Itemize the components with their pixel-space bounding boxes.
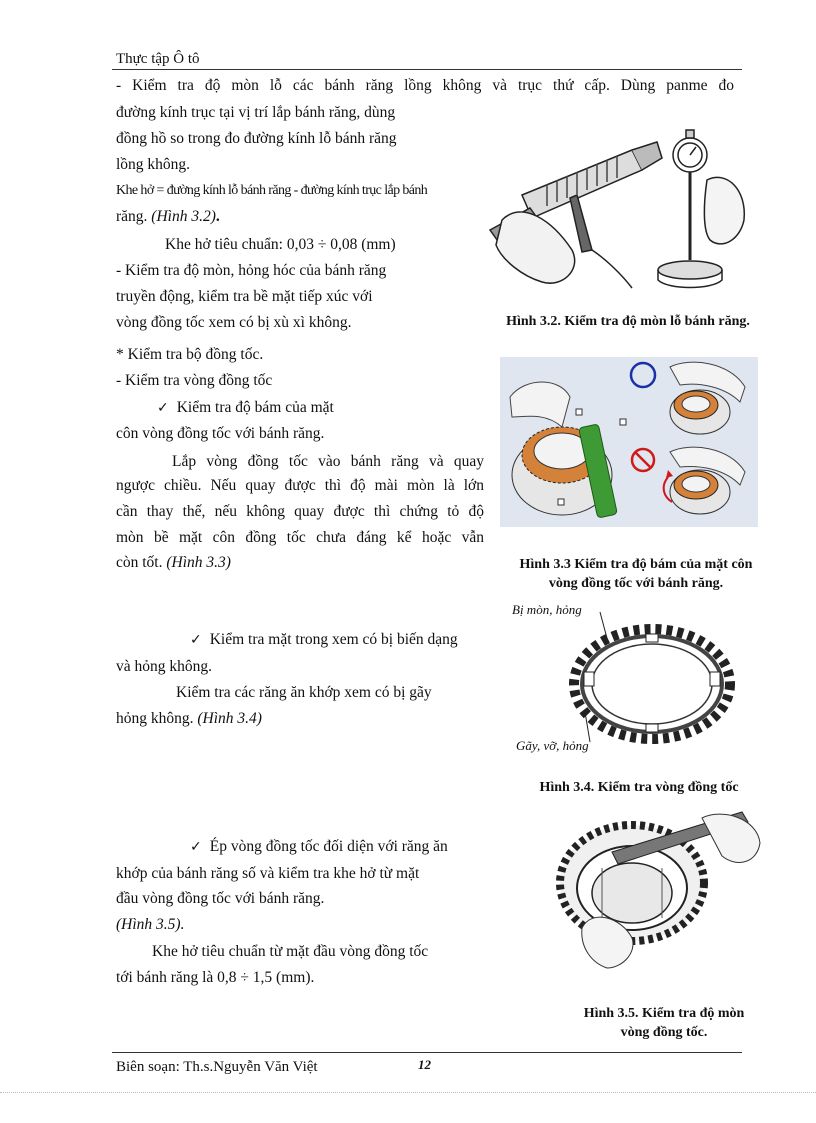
para-wear-check-line3: đồng hồ so trong đo đường kính lỗ bánh răng bbox=[116, 130, 397, 147]
para-clearance-formula: Khe hở = đường kính lỗ bánh răng - đường kính trục lắp bánh bbox=[116, 183, 428, 198]
subheading-sync-ring: - Kiểm tra vòng đồng tốc bbox=[116, 372, 273, 389]
check-item-inner-surface bbox=[190, 627, 458, 653]
para-rotate-line5 bbox=[116, 550, 231, 576]
page-edge-dotted bbox=[0, 1092, 816, 1093]
figure-3-3-grip-test bbox=[500, 357, 758, 527]
check-item-grip-cont: côn vòng đồng tốc với bánh răng. bbox=[116, 425, 325, 442]
para-gear-check-line1: - Kiểm tra độ mòn, hỏng hóc của bánh răng bbox=[116, 262, 387, 279]
figure-3-3-caption bbox=[496, 555, 776, 593]
para-gear-check-line2: truyền động, kiểm tra bề mặt tiếp xúc với bbox=[116, 288, 373, 305]
figure-3-4-caption: Hình 3.4. Kiểm tra vòng đồng tốc bbox=[539, 780, 739, 795]
spec-ring-gap-line2: tới bánh răng là 0,8 ÷ 1,5 (mm). bbox=[116, 969, 315, 986]
text: hỏng không. bbox=[116, 710, 198, 727]
dial-gauge-illustration bbox=[658, 130, 744, 288]
check-item-text: Ép vòng đồng tốc đối diện với răng ăn bbox=[209, 838, 448, 855]
callout-marker bbox=[558, 499, 564, 505]
figure-3-2-caption: Hình 3.2. Kiểm tra độ mòn lỗ bánh răng. bbox=[506, 314, 750, 329]
figure-ref-3-5: (Hình 3.5). bbox=[116, 916, 185, 933]
check-icon: ✓ bbox=[157, 400, 169, 416]
header-rule bbox=[112, 69, 742, 70]
spec-ring-gap-line1: Khe hở tiêu chuẩn từ mặt đầu vòng đồng tốc bbox=[152, 943, 429, 960]
sync-ring-illustration bbox=[574, 629, 730, 739]
para-press-ring-line3: đầu vòng đồng tốc với bánh răng. bbox=[116, 890, 325, 907]
shaft-illustration bbox=[490, 142, 662, 288]
check-icon: ✓ bbox=[190, 632, 202, 648]
check-item-press-ring bbox=[190, 834, 448, 860]
caption-line: vòng đồng tốc. bbox=[620, 1025, 708, 1040]
figure-3-4-label-broken: Gãy, vỡ, hỏng bbox=[516, 738, 589, 753]
figure-ref: (Hình 3.3) bbox=[166, 554, 231, 571]
check-item-text: Kiểm tra độ bám của mặt bbox=[176, 399, 334, 416]
figure-3-5-caption bbox=[556, 1004, 772, 1042]
caption-line: Hình 3.3 Kiểm tra độ bám của mặt côn bbox=[519, 557, 753, 572]
page-header-title: Thực tập Ô tô bbox=[116, 51, 200, 67]
text: . bbox=[215, 208, 220, 225]
section-heading-synchronizer: * Kiểm tra bộ đồng tốc. bbox=[116, 346, 264, 363]
para-teeth-check-line1: Kiểm tra các răng ăn khớp xem có bị gãy bbox=[176, 684, 432, 701]
figure-3-5-feeler-gauge bbox=[552, 808, 762, 970]
para-teeth-check-line2 bbox=[116, 706, 262, 732]
check-item-inner-surface-cont: và hỏng không. bbox=[116, 658, 213, 675]
figure-3-2-measuring bbox=[482, 100, 754, 290]
para-rotate-line1: Lắp vòng đồng tốc vào bánh răng và quay bbox=[172, 453, 484, 470]
page-number: 12 bbox=[418, 1057, 431, 1072]
caption-line: Hình 3.5. Kiểm tra độ mòn bbox=[583, 1006, 745, 1021]
para-rotate-line3: cần thay thế, nếu không quay được thì chứng tỏ độ bbox=[116, 503, 484, 520]
figure-3-4-label-worn: Bị mòn, hỏng bbox=[512, 602, 582, 617]
para-gear-check-line3: vòng đồng tốc xem có bị xù xì không. bbox=[116, 314, 352, 331]
footer-rule bbox=[112, 1052, 742, 1053]
text: còn tốt. bbox=[116, 554, 167, 571]
figure-3-4-sync-ring bbox=[560, 612, 740, 752]
footer-author: Biên soạn: Th.s.Nguyễn Văn Việt bbox=[116, 1059, 318, 1075]
spec-clearance: Khe hở tiêu chuẩn: 0,03 ÷ 0,08 (mm) bbox=[165, 236, 396, 253]
figure-ref: (Hình 3.4) bbox=[197, 710, 262, 727]
para-wear-check-line4: lồng không. bbox=[116, 156, 191, 173]
callout-marker bbox=[620, 419, 626, 425]
para-clearance-ref bbox=[116, 204, 220, 230]
check-item-grip bbox=[157, 395, 334, 421]
callout-marker bbox=[576, 409, 582, 415]
para-wear-check-line1: - Kiểm tra độ mòn lỗ các bánh răng lồng không và trục thứ cấp. Dùng panme đo bbox=[116, 77, 734, 94]
para-rotate-line4: mòn bề mặt côn đồng tốc chưa đáng kể hoặc vẫn bbox=[116, 529, 484, 546]
para-wear-check-line2: đường kính trục tại vị trí lắp bánh răng, dùng bbox=[116, 104, 396, 121]
check-item-text: Kiểm tra mặt trong xem có bị biến dạng bbox=[209, 631, 458, 648]
check-icon: ✓ bbox=[190, 839, 202, 855]
figure-ref: (Hình 3.2) bbox=[151, 208, 216, 225]
para-rotate-line2: ngược chiều. Nếu quay được thì độ mài mòn là lớn bbox=[116, 477, 484, 494]
para-press-ring-line2: khớp của bánh răng số và kiểm tra khe hở từ mặt bbox=[116, 865, 420, 882]
caption-line: vòng đồng tốc với bánh răng. bbox=[548, 576, 724, 591]
text: răng. bbox=[116, 208, 152, 225]
